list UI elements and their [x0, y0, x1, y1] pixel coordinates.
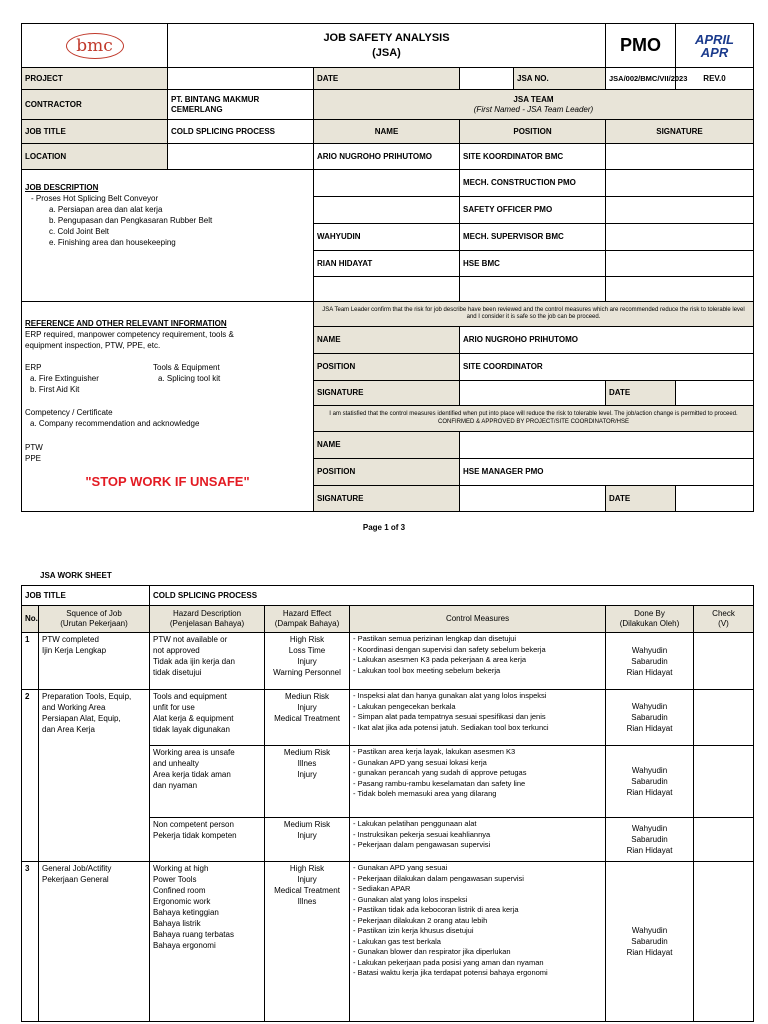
control-measure-item: - Batasi waktu kerja jika terdapat potensi bahaya ergonomi: [353, 968, 548, 977]
worksheet-rows: [22, 633, 754, 1022]
team-member-name: [314, 170, 460, 197]
control-measure-item: - Lakukan pengecekan berkala: [353, 701, 456, 711]
control-measure-item: - Pastikan semua perizinan lengkap dan disetujui: [353, 634, 517, 643]
control-measure-item: - Inspeksi alat dan hanya gunakan alat yang lolos inspeksi: [353, 691, 547, 700]
control-measure-item: - Gunakan alat yang lolos inspeksi: [353, 894, 468, 904]
control-measure-item: - Lakukan pekerjaan pada posisi yang aman dan nyaman: [353, 957, 544, 967]
control-measure-item: - Instruksikan pekerja sesuai keahliannya: [353, 829, 491, 839]
job-description-item: a. Persiapan area dan alat kerja: [49, 205, 163, 214]
job-description-main: - Proses Hot Splicing Belt Conveyor: [31, 194, 159, 203]
hazard-effect: Medium Risk Injury: [265, 818, 350, 862]
done-by: Wahyudin Sabarudin Rian Hidayat: [606, 746, 694, 818]
control-measure-item: - Lakukan pelatihan penggunaan alat: [353, 819, 477, 828]
approval-statement: I am statisfied that the control measures identified when put into place will reduce the risk to tolerable level. The job/action change is permitted to proceed. CONFIRMED & APPROVED BY PROJECT/SITE COORDINATOR/HSE: [314, 406, 754, 432]
jsa-header-table: [21, 23, 754, 512]
worksheet-title: JSA WORK SHEET: [40, 571, 112, 580]
bmc-logo-cell: [22, 24, 168, 68]
jsa-no-value: JSA/002/BMC/VII/2023: [606, 68, 676, 90]
hazard-effect: High Risk Loss Time Injury Warning Personnel: [265, 633, 350, 690]
row-number: 3: [22, 862, 39, 1022]
worksheet-job-title-value: COLD SPLICING PROCESS: [150, 586, 754, 606]
control-measure-item: - Ikat alat jika ada potensi jatuh. Sediakan tool box terkunci: [353, 722, 549, 732]
worksheet-row: [22, 862, 754, 1022]
control-measures: [350, 862, 606, 1022]
check-cell: [694, 633, 754, 690]
team-member-name: RIAN HIDAYAT: [314, 251, 460, 277]
team-member-name: WAHYUDIN: [314, 224, 460, 251]
check-cell: [694, 690, 754, 746]
control-measure-item: - Gunakan APD yang sesuai: [353, 863, 448, 872]
row-number: 2: [22, 690, 39, 862]
team-member-signature: [606, 170, 754, 197]
team-member-position: HSE BMC: [460, 251, 606, 277]
team-member-position: SITE KOORDINATOR BMC: [460, 144, 606, 170]
jsa-no-label: JSA NO.: [514, 68, 606, 90]
check-cell: [694, 818, 754, 862]
approval-position-value: HSE MANAGER PMO: [460, 459, 754, 486]
team-position-header: POSITION: [460, 120, 606, 144]
worksheet-row: [22, 690, 754, 746]
control-measures: [350, 818, 606, 862]
location-label: LOCATION: [22, 144, 168, 170]
contractor-label: CONTRACTOR: [22, 90, 168, 120]
jsa-worksheet-table: [21, 585, 754, 1022]
project-value: [168, 68, 314, 90]
control-measure-item: - Pastikan tidak ada kebocoran listrik di area kerja: [353, 905, 519, 914]
worksheet-row: [22, 633, 754, 690]
team-member-signature: [606, 144, 754, 170]
job-title-label: JOB TITLE: [22, 120, 168, 144]
april-logo: APRIL APR: [676, 24, 754, 68]
hazard-effect: Medium Risk Illnes Injury: [265, 746, 350, 818]
control-measure-item: - Pastikan area kerja layak, lakukan asesmen K3: [353, 747, 516, 756]
leader-date-label: DATE: [606, 381, 676, 406]
done-by: Wahyudin Sabarudin Rian Hidayat: [606, 862, 694, 1022]
reference-section: REFERENCE AND OTHER RELEVANT INFORMATION ERP required, manpower competency requirement, tools & equipment inspection, PTW, PPE, etc. ERP a. Fire Extinguisher b. First Aid Kit Tools & Equipment a. Splicing tool kit Competency / Certificate a. Company recommendation and acknowledge PTW PPE "STOP WORK IF UNSAFE": [22, 302, 314, 512]
project-label: PROJECT: [22, 68, 168, 90]
job-description-item: c. Cold Joint Belt: [49, 227, 110, 236]
hazard-effect: High Risk Injury Medical Treatment Illnes: [265, 862, 350, 1022]
bmc-logo: bmc: [66, 33, 124, 59]
jsa-team-header: JSA TEAM (First Named - JSA Team Leader): [314, 90, 754, 120]
header-no: No.: [22, 606, 39, 633]
control-measure-item: - Pastikan izin kerja khusus disetujui: [353, 926, 474, 935]
approval-name-label: NAME: [314, 432, 460, 459]
approval-signature-label: SIGNATURE: [314, 486, 460, 512]
control-measure-item: - Pekerjaan dilakukan dalam pengawasan supervisi: [353, 873, 524, 883]
header-sequence: Squence of Job (Urutan Pekerjaan): [39, 606, 150, 633]
control-measure-item: - Pekerjaan dilakukan 2 orang atau lebih: [353, 915, 488, 925]
date-label: DATE: [314, 68, 460, 90]
leader-position-label: POSITION: [314, 354, 460, 381]
row-number: 1: [22, 633, 39, 690]
control-measure-item: - Simpan alat pada tempatnya sesuai spesifikasi dan jenis: [353, 712, 546, 721]
team-member-name: ARIO NUGROHO PRIHUTOMO: [314, 144, 460, 170]
control-measure-item: - Pasang rambu-rambu keselamatan dan safety line: [353, 778, 526, 788]
worksheet-job-title-label: JOB TITLE: [22, 586, 150, 606]
control-measure-item: - Lakukan tool box meeting sebelum bekerja: [353, 665, 501, 675]
leader-signature-label: SIGNATURE: [314, 381, 460, 406]
done-by: Wahyudin Sabarudin Rian Hidayat: [606, 633, 694, 690]
job-description-item: b. Pengupasan dan Pengkasaran Rubber Belt: [49, 216, 213, 225]
location-value: [168, 144, 314, 170]
header-effect: Hazard Effect (Dampak Bahaya): [265, 606, 350, 633]
leader-name-value: ARIO NUGROHO PRIHUTOMO: [460, 327, 754, 354]
team-signature-header: SIGNATURE: [606, 120, 754, 144]
control-measure-item: - Pekerjaan dalam pengawasan supervisi: [353, 840, 491, 849]
hazard-description: Non competent person Pekerja tidak kompeten: [150, 818, 265, 862]
job-sequence: Preparation Tools, Equip, and Working Area Persiapan Alat, Equip, dan Area Kerja: [39, 690, 150, 862]
team-member-signature: [606, 251, 754, 277]
team-member-position: MECH. CONSTRUCTION PMO: [460, 170, 606, 197]
header-control-measures: Control Measures: [350, 606, 606, 633]
document-title: JOB SAFETY ANALYSIS (JSA): [168, 24, 606, 68]
job-description: JOB DESCRIPTION - Proses Hot Splicing Belt Conveyor a. Persiapan area dan alat kerja b. Pengupasan dan Pengkasaran Rubber Belt c. Cold Joint Belt e. Finishing area dan housekeeping: [22, 170, 314, 302]
leader-signature-field: [460, 381, 606, 406]
done-by: Wahyudin Sabarudin Rian Hidayat: [606, 818, 694, 862]
hazard-effect: Mediun Risk Injury Medical Treatment: [265, 690, 350, 746]
leader-position-value: SITE COORDINATOR: [460, 354, 754, 381]
control-measures: [350, 690, 606, 746]
approval-signature-field: [460, 486, 606, 512]
approval-date-label: DATE: [606, 486, 676, 512]
team-member-signature: [606, 197, 754, 224]
job-sequence: PTW completed Ijin Kerja Lengkap: [39, 633, 150, 690]
team-name-header: NAME: [314, 120, 460, 144]
header-done-by: Done By (Dilakukan Oleh): [606, 606, 694, 633]
approval-name-value: [460, 432, 754, 459]
header-check: Check (V): [694, 606, 754, 633]
contractor-value: PT. BINTANG MAKMUR CEMERLANG: [168, 90, 314, 120]
done-by: Wahyudin Sabarudin Rian Hidayat: [606, 690, 694, 746]
control-measures: [350, 633, 606, 690]
job-title-value: COLD SPLICING PROCESS: [168, 120, 314, 144]
hazard-description: Working area is unsafe and unhealty Area kerja tidak aman dan nyaman: [150, 746, 265, 818]
approval-date-field: [676, 486, 754, 512]
control-measure-item: - Koordinasi dengan supervisi dan safety sebelum bekerja: [353, 644, 546, 654]
pmo-label: PMO: [606, 24, 676, 68]
control-measure-item: - Tidak boleh memasuki area yang dilarang: [353, 789, 497, 798]
leader-name-label: NAME: [314, 327, 460, 354]
control-measure-item: - Gunakan blower dan respirator jika diperlukan: [353, 947, 511, 956]
check-cell: [694, 746, 754, 818]
header-hazard: Hazard Description (Penjelasan Bahaya): [150, 606, 265, 633]
approval-position-label: POSITION: [314, 459, 460, 486]
leader-confirmation-text: JSA Team Leader confirm that the risk for job describe have been reviewed and the control measures which are recommended reduce the risk to tolerable level and I consider it is safe so the job can be proceed.: [314, 302, 754, 327]
check-cell: [694, 862, 754, 1022]
job-description-item: e. Finishing area dan housekeeping: [49, 238, 176, 247]
hazard-description: Working at high Power Tools Confined room Ergonomic work Bahaya ketinggian Bahaya listrik Bahaya ruang terbatas Bahaya ergonomi: [150, 862, 265, 1022]
team-member-position: SAFETY OFFICER PMO: [460, 197, 606, 224]
control-measures: [350, 746, 606, 818]
stop-work-warning: "STOP WORK IF UNSAFE": [85, 474, 250, 489]
hazard-description: Tools and equipment unfit for use Alat kerja & equipment tidak layak digunakan: [150, 690, 265, 746]
control-measure-item: - Lakukan asesmen K3 pada pekerjaan & area kerja: [353, 655, 527, 664]
team-member-name: [314, 197, 460, 224]
date-value: [460, 68, 514, 90]
control-measure-item: - Lakukan gas test berkala: [353, 936, 441, 946]
revision: REV.0: [676, 68, 754, 90]
control-measure-item: - Gunakan APD yang sesuai lokasi kerja: [353, 757, 487, 767]
team-member-signature: [606, 224, 754, 251]
leader-date-field: [676, 381, 754, 406]
control-measure-item: - gunakan perancah yang sudah di approve petugas: [353, 768, 527, 777]
team-member-position: MECH. SUPERVISOR BMC: [460, 224, 606, 251]
hazard-description: PTW not available or not approved Tidak ada ijin kerja dan tidak disetujui: [150, 633, 265, 690]
page-number: Page 1 of 3: [362, 523, 406, 532]
job-sequence: General Job/Actifity Pekerjaan General: [39, 862, 150, 1022]
control-measure-item: - Sediakan APAR: [353, 884, 411, 893]
